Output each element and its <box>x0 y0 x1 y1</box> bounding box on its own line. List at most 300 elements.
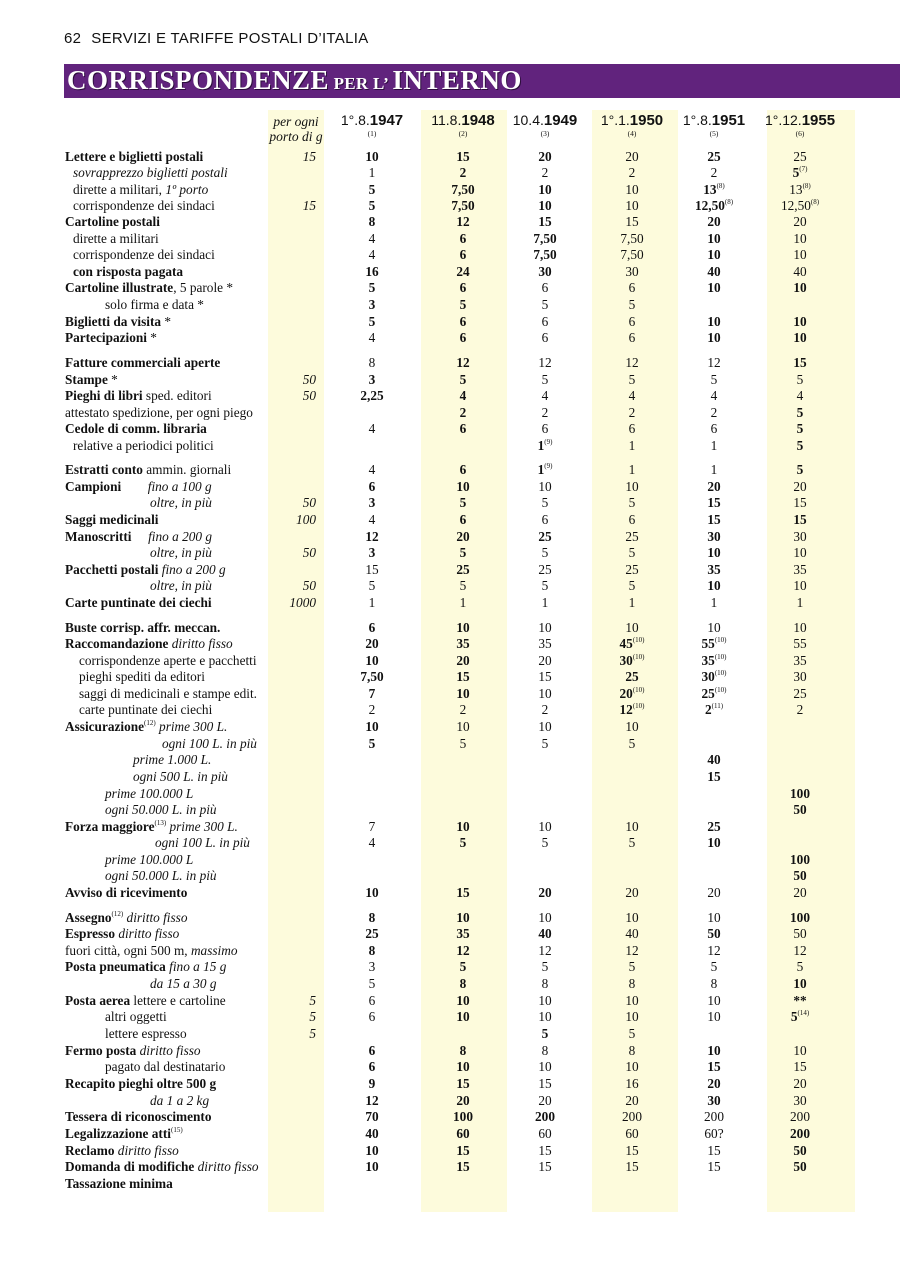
tariff-value <box>515 818 575 835</box>
tariff-value <box>515 296 575 313</box>
tariff-amount: 15 <box>456 885 470 900</box>
tariff-amount: 10 <box>793 280 807 295</box>
column-date <box>683 112 745 128</box>
tariff-amount: 3 <box>368 372 376 387</box>
column-header <box>587 112 677 138</box>
table-row <box>0 1008 900 1025</box>
tariff-value <box>515 437 575 454</box>
tariff-value <box>602 1108 662 1125</box>
footnote-ref: (10) <box>632 636 645 644</box>
tariff-amount: 6 <box>368 479 376 494</box>
row-label <box>105 867 217 884</box>
tariff-value <box>770 279 830 296</box>
tariff-value <box>684 329 744 346</box>
tariff-value <box>515 404 575 421</box>
tariff-amount: 10 <box>625 819 639 834</box>
porto-value: 50 <box>302 578 316 593</box>
tariff-amount: 5 <box>541 1026 549 1041</box>
tariff-amount: 4 <box>628 388 636 403</box>
row-label-part: diritto fisso <box>168 636 233 651</box>
tariff-value <box>602 942 662 959</box>
row-label <box>65 958 226 975</box>
tariff-value <box>684 992 744 1009</box>
tariff-amount: 15 <box>538 1076 552 1091</box>
tariff-value <box>770 619 830 636</box>
tariff-amount: 30 <box>707 529 721 544</box>
row-label <box>105 1025 187 1042</box>
tariff-value <box>433 594 493 611</box>
tariff-value <box>770 884 830 901</box>
row-label-part: Manoscritti <box>65 529 132 544</box>
table-row <box>0 668 900 685</box>
tariff-amount: 20 <box>456 1093 470 1108</box>
tariff-amount: 10 <box>707 314 721 329</box>
tariff-amount: 4 <box>459 388 467 403</box>
tariff-value <box>433 668 493 685</box>
tariff-value <box>342 213 402 230</box>
tariff-value <box>684 1042 744 1059</box>
footnote-ref: (9) <box>544 462 553 470</box>
tariff-value <box>515 478 575 495</box>
tariff-value <box>770 1008 830 1025</box>
tariff-value <box>515 594 575 611</box>
tariff-amount: 10 <box>538 1059 552 1074</box>
footnote-ref: (10) <box>714 653 727 661</box>
tariff-amount: 50 <box>793 1143 807 1158</box>
table-row <box>0 635 900 652</box>
row-label <box>105 296 204 313</box>
row-label <box>79 685 257 702</box>
tariff-value <box>342 420 402 437</box>
tariff-amount: 10 <box>793 231 807 246</box>
tariff-value <box>770 1108 830 1125</box>
tariff-value <box>770 354 830 371</box>
column-date-year: 1955 <box>801 112 836 129</box>
row-label-part: ogni 100 L. in più <box>155 835 250 850</box>
column-header <box>755 112 845 138</box>
row-label-part: Biglietti da visita <box>65 314 162 329</box>
tariff-value <box>684 404 744 421</box>
tariff-value <box>433 329 493 346</box>
table-row <box>0 1025 900 1042</box>
tariff-amount: 10 <box>707 993 721 1008</box>
tariff-value <box>342 942 402 959</box>
tariff-amount: 5 <box>459 736 467 751</box>
tariff-amount: 20 <box>456 653 470 668</box>
tariff-value <box>515 834 575 851</box>
tariff-value <box>770 437 830 454</box>
tariff-value <box>433 577 493 594</box>
column-header <box>327 112 417 138</box>
tariff-value <box>515 420 575 437</box>
row-label <box>150 1092 209 1109</box>
row-label-part: saggi di medicinali e stampe edit. <box>79 686 257 701</box>
column-date-prefix: 1°.1. <box>600 112 630 128</box>
tariff-value <box>770 478 830 495</box>
tariff-amount: 20 <box>619 686 633 701</box>
tariff-amount: 2 <box>710 165 718 180</box>
row-label-part: Avviso di ricevimento <box>65 885 188 900</box>
tariff-value <box>602 511 662 528</box>
tariff-amount: 10 <box>793 620 807 635</box>
row-label <box>73 437 214 454</box>
row-label-part: Tassazione minima <box>65 1176 173 1191</box>
tariff-amount: 20 <box>625 149 639 164</box>
tariff-amount: 10 <box>625 719 639 734</box>
tariff-amount: 100 <box>790 852 810 867</box>
tariff-amount: 6 <box>459 462 467 477</box>
table-row <box>0 851 900 868</box>
tariff-amount: 7,50 <box>451 182 475 197</box>
row-label-part: prime 100.000 L <box>105 786 194 801</box>
tariff-amount: 40 <box>707 264 721 279</box>
tariff-amount: 12 <box>625 943 639 958</box>
tariff-value <box>515 329 575 346</box>
tariff-value <box>433 544 493 561</box>
tariff-value <box>684 494 744 511</box>
tariff-amount: 25 <box>625 669 639 684</box>
row-label <box>65 387 212 404</box>
tariff-value <box>342 329 402 346</box>
tariff-amount: 7,50 <box>360 669 384 684</box>
tariff-amount: 15 <box>625 1159 639 1174</box>
table-row <box>0 164 900 181</box>
tariff-value <box>684 313 744 330</box>
tariff-amount: 20 <box>625 1093 639 1108</box>
tariff-value <box>684 230 744 247</box>
column-date-prefix: 1°.8. <box>340 112 370 128</box>
tariff-value <box>602 668 662 685</box>
tariff-amount: 35 <box>707 562 721 577</box>
tariff-amount: 4 <box>368 512 376 527</box>
tariff-value <box>602 354 662 371</box>
tariff-value <box>770 1075 830 1092</box>
row-label-part: Domanda di modifiche <box>65 1159 195 1174</box>
tariff-amount: 20 <box>707 1076 721 1091</box>
tariff-amount: 5 <box>459 959 467 974</box>
tariff-value <box>770 785 830 802</box>
tariff-value <box>433 181 493 198</box>
row-label <box>65 279 233 296</box>
tariff-value <box>515 148 575 165</box>
tariff-amount: 5 <box>368 578 376 593</box>
tariff-amount: 12 <box>538 943 552 958</box>
tariff-value <box>433 735 493 752</box>
tariff-amount: 25 <box>793 149 807 164</box>
footnote-ref: (13) <box>154 819 167 827</box>
row-label <box>65 1042 201 1059</box>
row-label-part: prime 300 L. <box>155 719 228 734</box>
tariff-value <box>770 511 830 528</box>
tariff-value <box>684 528 744 545</box>
tariff-amount: 13 <box>703 182 717 197</box>
tariff-amount: 20 <box>365 636 379 651</box>
row-label <box>65 1175 173 1192</box>
tariff-amount: 5 <box>541 959 549 974</box>
row-label <box>105 1058 225 1075</box>
tariff-amount: 6 <box>459 512 467 527</box>
tariff-amount: ** <box>793 993 807 1008</box>
tariff-value <box>602 420 662 437</box>
column-date <box>765 112 835 128</box>
tariff-value <box>602 1058 662 1075</box>
tariff-amount: 5 <box>628 495 636 510</box>
tariff-value <box>433 925 493 942</box>
table-row <box>0 561 900 578</box>
tariff-value <box>684 148 744 165</box>
tariff-value <box>770 958 830 975</box>
tariff-value <box>770 544 830 561</box>
tariff-amount: 5 <box>628 1026 636 1041</box>
tariff-amount: 8 <box>628 976 636 991</box>
row-label <box>65 478 212 495</box>
tariff-amount: 6 <box>628 280 636 295</box>
footnote-ref: (14) <box>797 1009 810 1017</box>
column-note: (2) <box>458 129 468 138</box>
tariff-amount: 13 <box>789 182 803 197</box>
tariff-amount: 1 <box>628 438 636 453</box>
row-label <box>73 181 208 198</box>
tariff-amount: 6 <box>368 1009 376 1024</box>
tariff-value <box>515 279 575 296</box>
row-label-part: Fermo posta <box>65 1043 137 1058</box>
tariff-amount: 60 <box>456 1126 470 1141</box>
tariff-value <box>684 1142 744 1159</box>
tariff-amount: 8 <box>541 1043 549 1058</box>
tariff-value <box>433 1142 493 1159</box>
row-label-part: oltre, in più <box>150 578 212 593</box>
tariff-value <box>342 668 402 685</box>
tariff-value <box>342 246 402 263</box>
tariff-value <box>684 1108 744 1125</box>
tariff-value <box>770 1092 830 1109</box>
running-head <box>64 30 369 47</box>
tariff-amount: 35 <box>456 636 470 651</box>
tariff-amount: 12 <box>538 355 552 370</box>
table-row <box>0 420 900 437</box>
row-label-part: * <box>146 330 157 345</box>
tariff-amount: 10 <box>538 719 552 734</box>
row-label-part: dirette a militari <box>73 231 159 246</box>
tariff-amount: 5 <box>796 959 804 974</box>
tariff-amount: 15 <box>456 1159 470 1174</box>
table-row <box>0 884 900 901</box>
tariff-amount: 5 <box>459 578 467 593</box>
column-header <box>669 112 759 138</box>
tariff-value <box>602 735 662 752</box>
tariff-value <box>684 768 744 785</box>
tariff-amount: 1 <box>796 595 804 610</box>
tariff-value <box>770 801 830 818</box>
table-row <box>0 577 900 594</box>
row-label <box>65 371 118 388</box>
tariff-amount: 20 <box>707 479 721 494</box>
tariff-value <box>515 313 575 330</box>
tariff-amount: 5 <box>710 959 718 974</box>
tariff-value <box>433 263 493 280</box>
tariff-amount: 10 <box>793 545 807 560</box>
tariff-amount: 8 <box>628 1043 636 1058</box>
row-label <box>65 461 231 478</box>
tariff-value <box>684 387 744 404</box>
tariff-value <box>515 1142 575 1159</box>
table-row <box>0 992 900 1009</box>
tariff-value <box>342 735 402 752</box>
tariff-amount: 4 <box>541 388 549 403</box>
row-label <box>65 420 207 437</box>
tariff-value <box>770 635 830 652</box>
tariff-value <box>770 164 830 181</box>
column-date-year: 1947 <box>369 112 404 129</box>
tariff-value <box>684 701 744 718</box>
tariff-value <box>770 701 830 718</box>
tariff-amount: 20 <box>793 214 807 229</box>
tariff-value <box>602 164 662 181</box>
tariff-value <box>342 958 402 975</box>
tariff-value <box>684 884 744 901</box>
row-label-part: altri oggetti <box>105 1009 167 1024</box>
tariff-value <box>515 1125 575 1142</box>
row-label <box>65 313 171 330</box>
tariff-amount: 10 <box>538 182 552 197</box>
table-row <box>0 867 900 884</box>
tariff-amount: 10 <box>707 1009 721 1024</box>
porto-header <box>268 114 324 144</box>
tariff-value <box>342 164 402 181</box>
tariff-amount: 200 <box>790 1109 810 1124</box>
tariff-value <box>684 478 744 495</box>
tariff-amount: 25 <box>456 562 470 577</box>
row-label-part: prime 100.000 L <box>105 852 194 867</box>
tariff-amount: 4 <box>368 462 376 477</box>
tariff-amount: 25 <box>793 686 807 701</box>
tariff-amount: 15 <box>793 512 807 527</box>
tariff-value <box>342 834 402 851</box>
tariff-value <box>515 1092 575 1109</box>
table-row <box>0 942 900 959</box>
row-label <box>65 561 226 578</box>
tariff-amount: 6 <box>459 280 467 295</box>
tariff-amount: 30 <box>625 264 639 279</box>
tariff-amount: 1 <box>710 595 718 610</box>
tariff-amount: 6 <box>368 993 376 1008</box>
tariff-amount: 8 <box>368 943 376 958</box>
tariff-value <box>515 528 575 545</box>
tariff-value <box>684 635 744 652</box>
tariff-value <box>433 213 493 230</box>
table-row <box>0 1175 900 1192</box>
tariff-amount: 50 <box>793 926 807 941</box>
tariff-value <box>770 577 830 594</box>
tariff-amount: 4 <box>368 330 376 345</box>
tariff-amount: 10 <box>793 314 807 329</box>
tariff-amount: 40 <box>793 264 807 279</box>
row-label-part: Pacchetti postali <box>65 562 159 577</box>
table-row <box>0 511 900 528</box>
tariff-value <box>515 461 575 478</box>
tariff-value <box>602 909 662 926</box>
row-label <box>105 851 193 868</box>
tariff-value <box>342 478 402 495</box>
table-row <box>0 494 900 511</box>
tariff-amount: 20 <box>538 1093 552 1108</box>
table-row <box>0 958 900 975</box>
tariff-value <box>684 958 744 975</box>
tariff-amount: 30 <box>701 669 715 684</box>
row-label-part: ogni 500 L. in più <box>133 769 228 784</box>
row-label-part: Recapito pieghi oltre 500 g <box>65 1076 217 1091</box>
tariff-amount: 10 <box>365 149 379 164</box>
tariff-amount: 4 <box>368 421 376 436</box>
table-row <box>0 818 900 835</box>
tariff-amount: 2 <box>541 702 549 717</box>
table-row <box>0 404 900 421</box>
row-label-part: diritto fisso <box>115 926 180 941</box>
tariff-value <box>515 1058 575 1075</box>
table-row <box>0 768 900 785</box>
tariff-amount: 10 <box>707 280 721 295</box>
tariff-value <box>684 1058 744 1075</box>
row-label <box>65 528 212 545</box>
tariff-value <box>684 461 744 478</box>
row-label-part: Espresso <box>65 926 115 941</box>
tariff-value <box>770 594 830 611</box>
tariff-amount: 6 <box>541 280 549 295</box>
column-note: (4) <box>627 129 637 138</box>
tariff-amount: 1 <box>710 462 718 477</box>
column-date-prefix: 1°.12. <box>764 112 802 128</box>
tariff-amount: 6 <box>628 330 636 345</box>
tariff-value <box>515 1025 575 1042</box>
row-label <box>155 834 250 851</box>
tariff-amount: 10 <box>707 910 721 925</box>
tariff-value <box>602 528 662 545</box>
tariff-value <box>684 354 744 371</box>
tariff-amount: 12 <box>619 702 633 717</box>
porto-value: 50 <box>302 372 316 387</box>
tariff-value <box>342 1158 402 1175</box>
tariff-value <box>433 909 493 926</box>
tariff-value <box>515 652 575 669</box>
row-label <box>65 594 212 611</box>
tariff-value <box>342 1092 402 1109</box>
tariff-amount: 10 <box>538 620 552 635</box>
tariff-amount: 5 <box>796 405 804 420</box>
table-row <box>0 594 900 611</box>
tariff-amount: 55 <box>701 636 715 651</box>
row-label-part: ogni 50.000 L. in più <box>105 802 217 817</box>
tariff-amount: 15 <box>707 1159 721 1174</box>
row-label-part: pagato dal destinatario <box>105 1059 226 1074</box>
row-label-part: Carte puntinate dei ciechi <box>65 595 212 610</box>
tariff-amount: 25 <box>625 529 639 544</box>
tariff-value <box>770 313 830 330</box>
tariff-value <box>515 577 575 594</box>
tariff-value <box>770 1042 830 1059</box>
row-label-part: diritto fisso <box>136 1043 201 1058</box>
row-label-part: ogni 50.000 L. in più <box>105 868 217 883</box>
tariff-amount: 25 <box>707 149 721 164</box>
footnote-ref: (8) <box>716 182 725 190</box>
tariff-amount: 15 <box>707 512 721 527</box>
tariff-value <box>602 313 662 330</box>
tariff-value <box>684 685 744 702</box>
tariff-value <box>770 1142 830 1159</box>
row-label-part: relative a periodici politici <box>73 438 214 453</box>
row-label <box>73 230 159 247</box>
tariff-value <box>515 619 575 636</box>
row-label-part: Assicurazione <box>65 719 145 734</box>
